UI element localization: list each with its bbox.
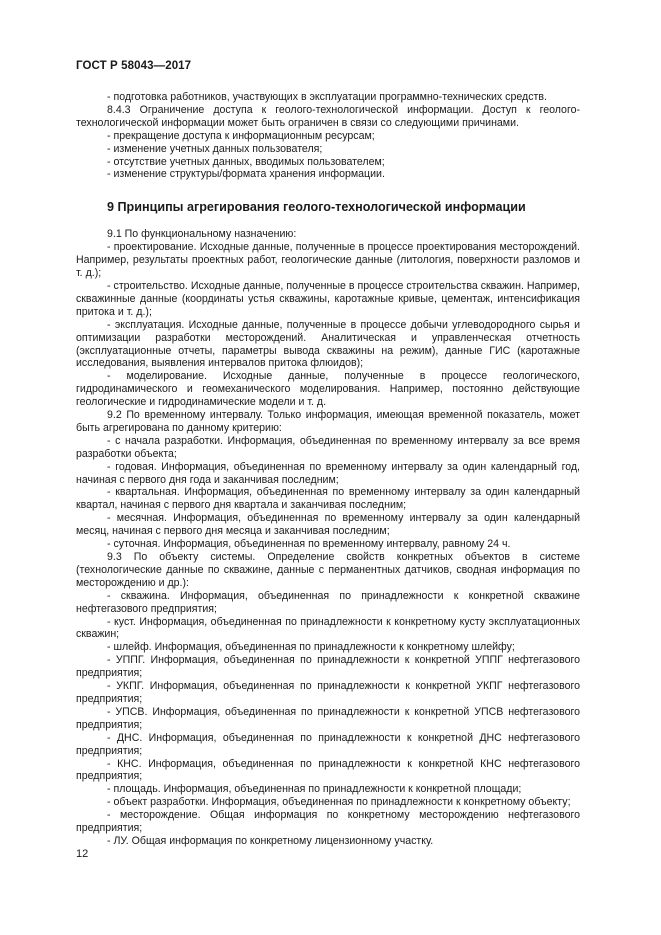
list-item: - строительство. Исходные данные, полученные в процессе строительства скважин. Например, скважинные данные (координаты устья скважины, каротажные кривые, цементаж, интенсификация притока и т. д.); [76, 279, 580, 318]
list-item: - эксплуатация. Исходные данные, полученные в процессе добычи углеводородного сырья и оптимизации разработки месторождений. Аналитическая и управленческая отчетность (эксплуатационные отчеты, параметры вывода скважины на режим), данные ГИС (каротажные исследования, выявления интервалов притока флюидов); [76, 318, 580, 370]
document-body [76, 91, 580, 848]
list-item: - прекращение доступа к информационным ресурсам; [107, 129, 375, 142]
paragraph: - подготовка работников, участвующих в эксплуатации программно-технических средств. [107, 91, 547, 103]
list-item: - с начала разработки. Информация, объединенная по временному интервалу за все время разработки объекта; [76, 434, 580, 460]
paragraph: 8.4.3 Ограничение доступа к геолого-технологической информации. Доступ к геолого-технологической информации может быть ограничен в связи со следующими причинами. [76, 103, 580, 129]
list-item: - годовая. Информация, объединенная по временному интервалу за один календарный год, начиная с первого дня года и заканчивая последним; [76, 460, 580, 486]
list-item: - месторождение. Общая информация по конкретному месторождению нефтегазового предприятия; [76, 809, 580, 835]
section-heading: 9 Принципы агрегирования геолого-технологической информации [107, 200, 526, 215]
list-item: - УКПГ. Информация, объединенная по принадлежности к конкретной УКПГ нефтегазового предприятия; [76, 680, 580, 705]
list-item: - шлейф. Информация, объединенная по принадлежности к конкретному шлейфу; [107, 641, 515, 654]
list-item: - УПСВ. Информация, объединенная по принадлежности к конкретной УПСВ нефтегазового предприятия; [76, 705, 580, 731]
document-header: ГОСТ Р 58043—2017 [76, 60, 192, 72]
list-item: - ДНС. Информация, объединенная по принадлежности к конкретной ДНС нефтегазового предприятия; [76, 731, 580, 757]
list-item: - изменение учетных данных пользователя; [107, 142, 323, 155]
paragraph: 9.2 По временному интервалу. Только информация, имеющая временной показатель, может быть агрегирована по данному критерию: [76, 409, 580, 434]
list-item: - отсутствие учетных данных, вводимых пользователем; [107, 155, 385, 168]
list-item: - проектирование. Исходные данные, полученные в процессе проектирования месторождений. Например, результаты проектных работ, геологические данные (литология, поверхности разломов и т. д.); [76, 241, 580, 280]
list-item: - скважина. Информация, объединенная по принадлежности к конкретной скважине нефтегазового предприятия; [76, 589, 580, 615]
list-item: - КНС. Информация, объединенная по принадлежности к конкретной КНС нефтегазового предприятия; [76, 757, 580, 783]
paragraph: 9.3 По объекту системы. Определение свойств конкретных объектов в системе (технологические данные по скважине, данные с перманентных датчиков, сводная информация по месторождению и др.): [76, 551, 580, 589]
list-item: - моделирование. Исходные данные, полученные в процессе геологического, гидродинамического и геомеханического моделирования. Например, постоянно действующие геологические и гидродинамические модели и т. д. [76, 370, 580, 409]
list-item: - изменение структуры/формата хранения информации. [107, 168, 385, 181]
list-item: - куст. Информация, объединенная по принадлежности к конкретному кусту эксплуатационных скважин; [76, 615, 580, 641]
list-item: - ЛУ. Общая информация по конкретному лицензионному участку. [107, 834, 434, 847]
list-item: - площадь. Информация, объединенная по принадлежности к конкретной площади; [107, 783, 522, 796]
paragraph: 9.1 По функциональному назначению: [107, 228, 297, 241]
list-item: - объект разработки. Информация, объединенная по принадлежности к конкретному объекту; [107, 796, 571, 809]
page-number: 12 [76, 848, 89, 860]
list-item: - квартальная. Информация, объединенная по временному интервалу за один календарный квартал, начиная с первого дня квартала и заканчивая последним; [76, 486, 580, 512]
list-item: - месячная. Информация, объединенная по временному интервалу за один календарный месяц, начиная с первого дня месяца и заканчивая последним; [76, 512, 580, 538]
list-item: - УППГ. Информация, объединенная по принадлежности к конкретной УППГ нефтегазового предприятия; [76, 654, 580, 680]
list-item: - суточная. Информация, объединенная по временному интервалу, равному 24 ч. [107, 538, 511, 551]
